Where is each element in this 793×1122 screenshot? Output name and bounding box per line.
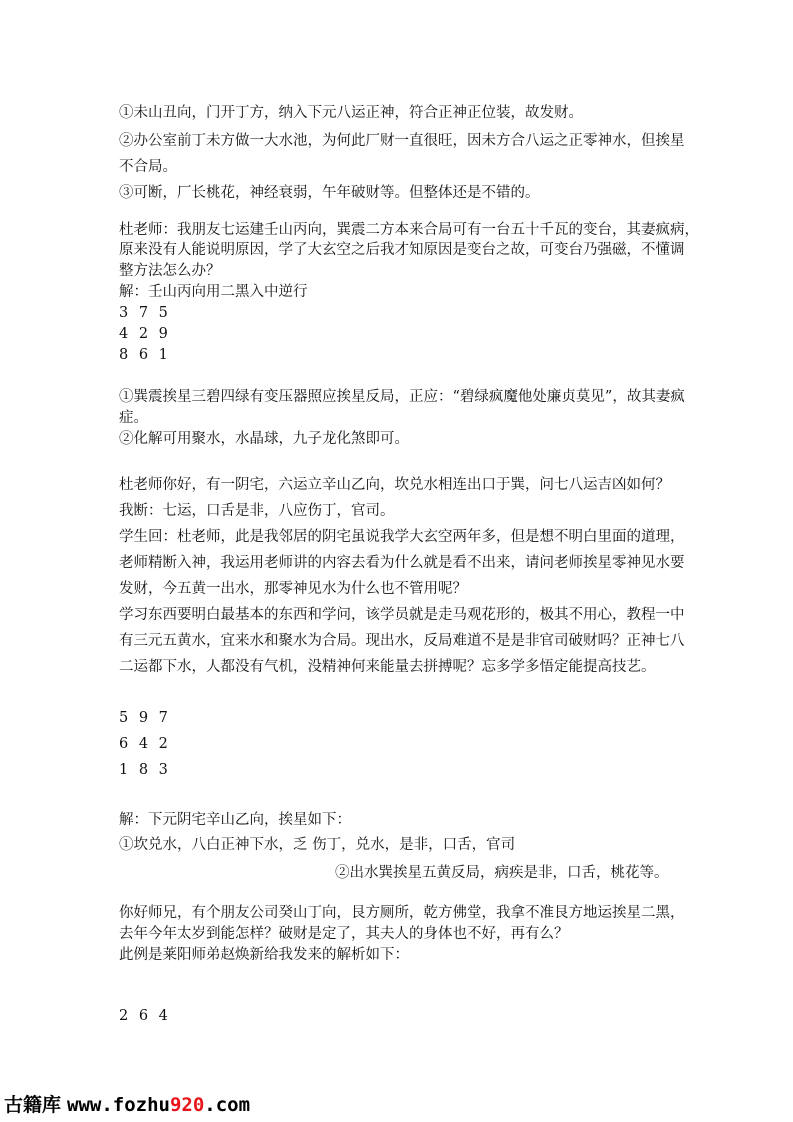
grid-row: 2 6 4	[119, 1008, 171, 1024]
grid-row: 5 9 7	[119, 710, 171, 726]
text-line: ③可断，厂长桃花，神经衰弱，午年破财等。但整体还是不错的。	[119, 185, 540, 201]
grid-row: 8 6 1	[119, 347, 171, 363]
text-line: ①未山丑向，门开丁方，纳入下元八运正神，符合正神正位装，故发财。	[119, 105, 583, 121]
url-prefix: www.fozhu	[67, 1094, 170, 1116]
text-line: 老师精断入神，我运用老师讲的内容去看为什么就是看不出来，请问老师挨星零神见水要	[119, 555, 685, 571]
text-line: ②办公室前丁未方做一大水池，为何此厂财一直很旺，因未方合八运之正零神水，但挨星	[119, 133, 685, 149]
text-line: 杜老师：我朋友七运建壬山丙向，巽震二方本来合局可有一台五十千瓦的变台，其妻疯病，	[119, 222, 699, 238]
text-line: 学生回：杜老师，此是我邻居的阴宅虽说我学大玄空两年多，但是想不明白里面的道理，	[119, 529, 685, 545]
text-line: 整方法怎么办？	[119, 263, 221, 279]
text-line: 症。	[119, 410, 148, 426]
text-line: 此例是莱阳师弟赵焕新给我发来的解析如下：	[119, 947, 409, 963]
text-line: 发财，今五黄一出水，那零神见水为什么也不管用呢？	[119, 581, 467, 597]
text-line: 你好师兄，有个朋友公司癸山丁向，艮方厕所，乾方佛堂，我拿不准艮方地运挨星二黑，	[119, 905, 685, 921]
text-line: 去年今年太岁到能怎样？破财是定了，其夫人的身体也不好，再有么？	[119, 926, 569, 942]
text-line: 解：下元阴宅辛山乙向，挨星如下：	[119, 812, 351, 828]
text-line: 二运都下水，人都没有气机，没精神何来能量去拼搏呢？忘多学多悟定能提高技艺。	[119, 659, 656, 675]
text-line: 学习东西要明白最基本的东西和学问，该学员就是走马观花形的，极其不用心，教程一中	[119, 607, 685, 623]
site-url	[67, 1094, 250, 1116]
url-suffix: .com	[204, 1094, 251, 1116]
grid-row: 6 4 2	[119, 736, 171, 752]
grid-row: 3 7 5	[119, 305, 171, 321]
text-line: 解：壬山丙向用二黑入中逆行	[119, 284, 308, 300]
text-line: ②化解可用聚水，水晶球，九子龙化煞即可。	[119, 431, 409, 447]
watermark-footer	[4, 1090, 250, 1116]
text-line: 有三元五黄水，宜来水和聚水为合局。现出水，反局难道不是是非官司破财吗？正神七八	[119, 633, 685, 649]
text-line: ①坎兑水，八白正神下水，乏 伤丁，兑水，是非，口舌，官司	[119, 837, 516, 853]
text-line: ②出水巽挨星五黄反局，病疾是非，口舌，桃花等。	[335, 865, 669, 881]
text-line: 我断：七运，口舌是非，八应伤丁，官司。	[119, 503, 395, 519]
site-name: 古籍库	[4, 1094, 62, 1116]
grid-row: 1 8 3	[119, 762, 171, 778]
text-line: 不合局。	[119, 159, 177, 175]
text-line: 原来没有人能说明原因，学了大玄空之后我才知原因是变台之故，可变台乃强磁，不懂调	[119, 242, 685, 258]
url-highlight: 920	[169, 1094, 205, 1116]
grid-row: 4 2 9	[119, 326, 171, 342]
text-line: ①巽震挨星三碧四绿有变压器照应挨星反局，正应：“碧绿疯魔他处廉贞莫见”，故其妻疯	[119, 389, 685, 405]
text-line: 杜老师你好，有一阴宅，六运立辛山乙向，坎兑水相连出口于巽，问七八运吉凶如何？	[119, 477, 670, 493]
